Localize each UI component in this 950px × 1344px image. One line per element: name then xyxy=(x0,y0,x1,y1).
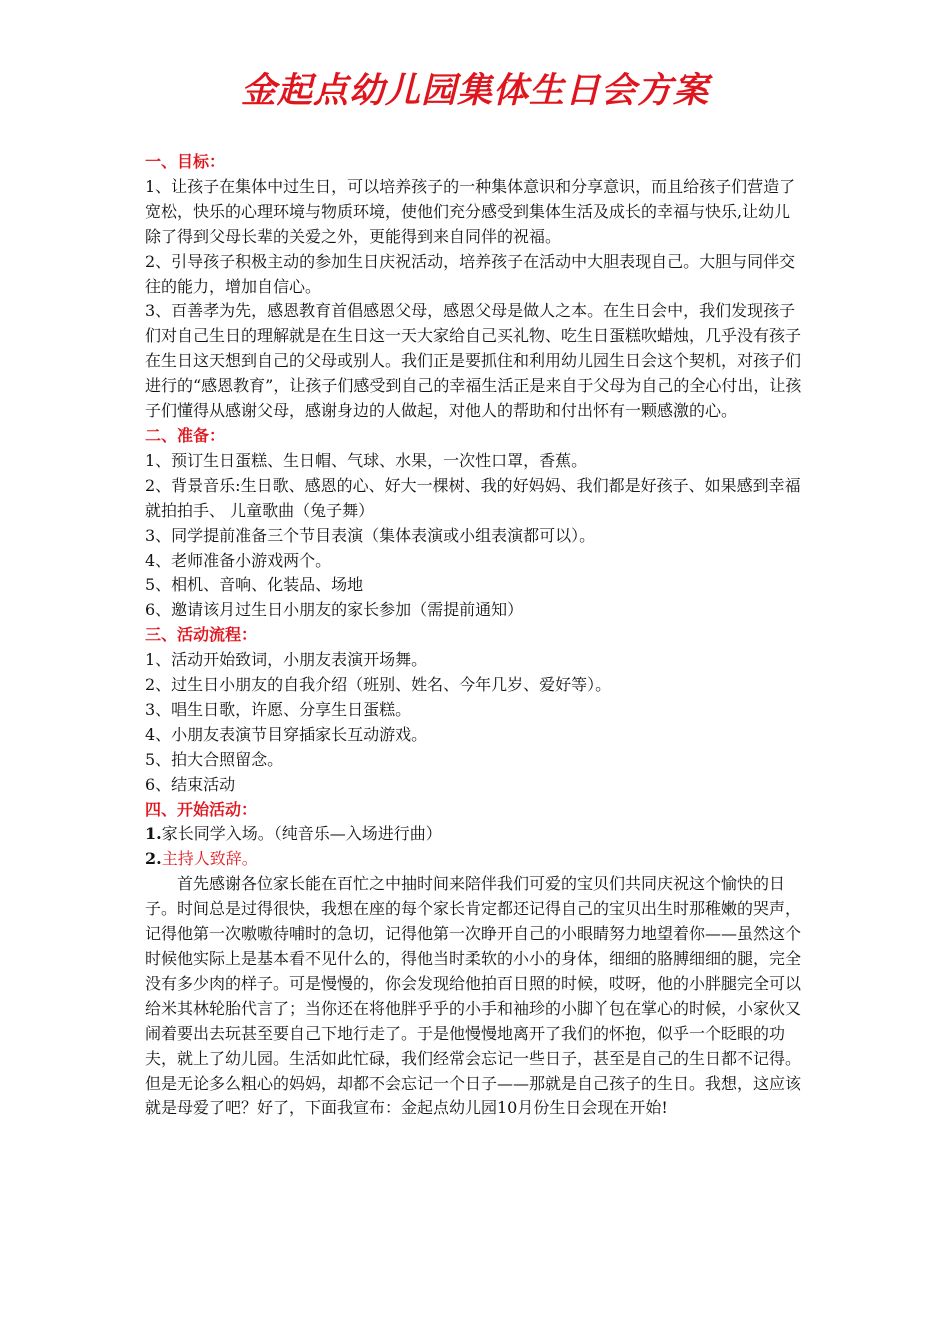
start-item-1-text: 家长同学入场。（纯音乐—入场进行曲） xyxy=(161,824,442,844)
preparation-item-6: 6、邀请该月过生日小朋友的家长参加（需提前通知） xyxy=(145,600,524,620)
preparation-item-1: 1、预订生日蛋糕、生日帽、气球、水果，一次性口罩，香蕉。 xyxy=(145,450,588,470)
start-item-2-text: 主持人致辞。 xyxy=(161,849,258,869)
process-item-1: 1、活动开始致词，小朋友表演开场舞。 xyxy=(145,650,428,670)
process-item-2: 2、过生日小朋友的自我介绍（班别、姓名、今年几岁、爱好等）。 xyxy=(145,675,612,695)
preparation-item-2: 2、背景音乐:生日歌、感恩的心、好大一棵树、我的好妈妈、我们都是好孩子、如果感到幸福就拍拍手、 儿童歌曲（兔子舞） xyxy=(145,475,801,520)
start-item-1-number: 1. xyxy=(145,824,162,844)
goals-item-1: 1、让孩子在集体中过生日，可以培养孩子的一种集体意识和分享意识，而且给孩子们营造了宽松，快乐的心理环境与物质环境，使他们充分感受到集体生活及成长的幸福与快乐,让幼儿除了得到父母长辈的关爱之外，更能得到来自同伴的祝福。 xyxy=(145,176,796,246)
section-heading-goals: 一、目标： xyxy=(145,152,226,171)
goals-item-3: 3、百善孝为先，感恩教育首倡感恩父母，感恩父母是做人之本。在生日会中，我们发现孩子们对自己生日的理解就是在生日这一天大家给自己买礼物、吃生日蛋糕吹蜡烛，几乎没有孩子在生日这天想到自己的父母或别人。我们正是要抓住和利用幼儿园生日会这个契机，对孩子们进行的“感恩教育”，让孩子们感受到自己的幸福生活正是来自于父母为自己的全心付出，让孩子们懂得从感谢父母，感谢身边的人做起，对他人的帮助和付出怀有一颗感激的心。 xyxy=(145,301,802,421)
process-item-6: 6、结束活动 xyxy=(145,774,236,794)
start-item-1 xyxy=(145,822,805,847)
section-heading-preparation: 二、准备： xyxy=(145,425,226,445)
preparation-item-3: 3、同学提前准备三个节目表演（集体表演或小组表演都可以）。 xyxy=(145,525,596,545)
document-body xyxy=(145,150,805,1121)
start-item-2 xyxy=(145,847,805,872)
process-item-4: 4、小朋友表演节目穿插家长互动游戏。 xyxy=(145,724,428,744)
section-heading-process: 三、活动流程： xyxy=(145,625,258,645)
section-heading-start: 四、开始活动： xyxy=(145,799,258,819)
start-item-2-number: 2. xyxy=(145,849,162,869)
host-speech: 首先感谢各位家长能在百忙之中抽时间来陪伴我们可爱的宝贝们共同庆祝这个愉快的日子。时间总是过得很快，我想在座的每个家长肯定都还记得自己的宝贝出生时那稚嫩的哭声，记得他第一次嗷嗷待哺时的急切，记得他第一次睁开自己的小眼睛努力地望着你——虽然这个时候他实际上是基本看不见什么的，得他当时柔软的小小的身体，细细的胳膊细细的腿，完全没有多少肉的样子。可是慢慢的，你会发现给他拍百日照的时候，哎呀，他的小胖腿完全可以给米其林轮胎代言了；当你还在将他胖乎乎的小手和袖珍的小脚丫包在掌心的时候，小家伙又闹着要出去玩甚至要自己下地行走了。于是他慢慢地离开了我们的怀抱，似乎一个眨眼的功夫，就上了幼儿园。生活如此忙碌，我们经常会忘记一些日子，甚至是自己的生日都不记得。但是无论多么粗心的妈妈，却都不会忘记一个日子——那就是自己孩子的生日。我想，这应该就是母爱了吧？好了，下面我宣布：金起点幼儿园10月份生日会现在开始! xyxy=(145,874,802,1118)
preparation-item-4: 4、老师准备小游戏两个。 xyxy=(145,550,332,570)
process-item-3: 3、唱生日歌，许愿、分享生日蛋糕。 xyxy=(145,699,412,719)
goals-item-2: 2、引导孩子积极主动的参加生日庆祝活动，培养孩子在活动中大胆表现自己。大胆与同伴交往的能力，增加自信心。 xyxy=(145,251,796,296)
process-item-5: 5、拍大合照留念。 xyxy=(145,749,284,769)
preparation-item-5: 5、相机、音响、化装品、场地 xyxy=(145,575,364,595)
page-title: 金起点幼儿园集体生日会方案 xyxy=(240,70,709,111)
